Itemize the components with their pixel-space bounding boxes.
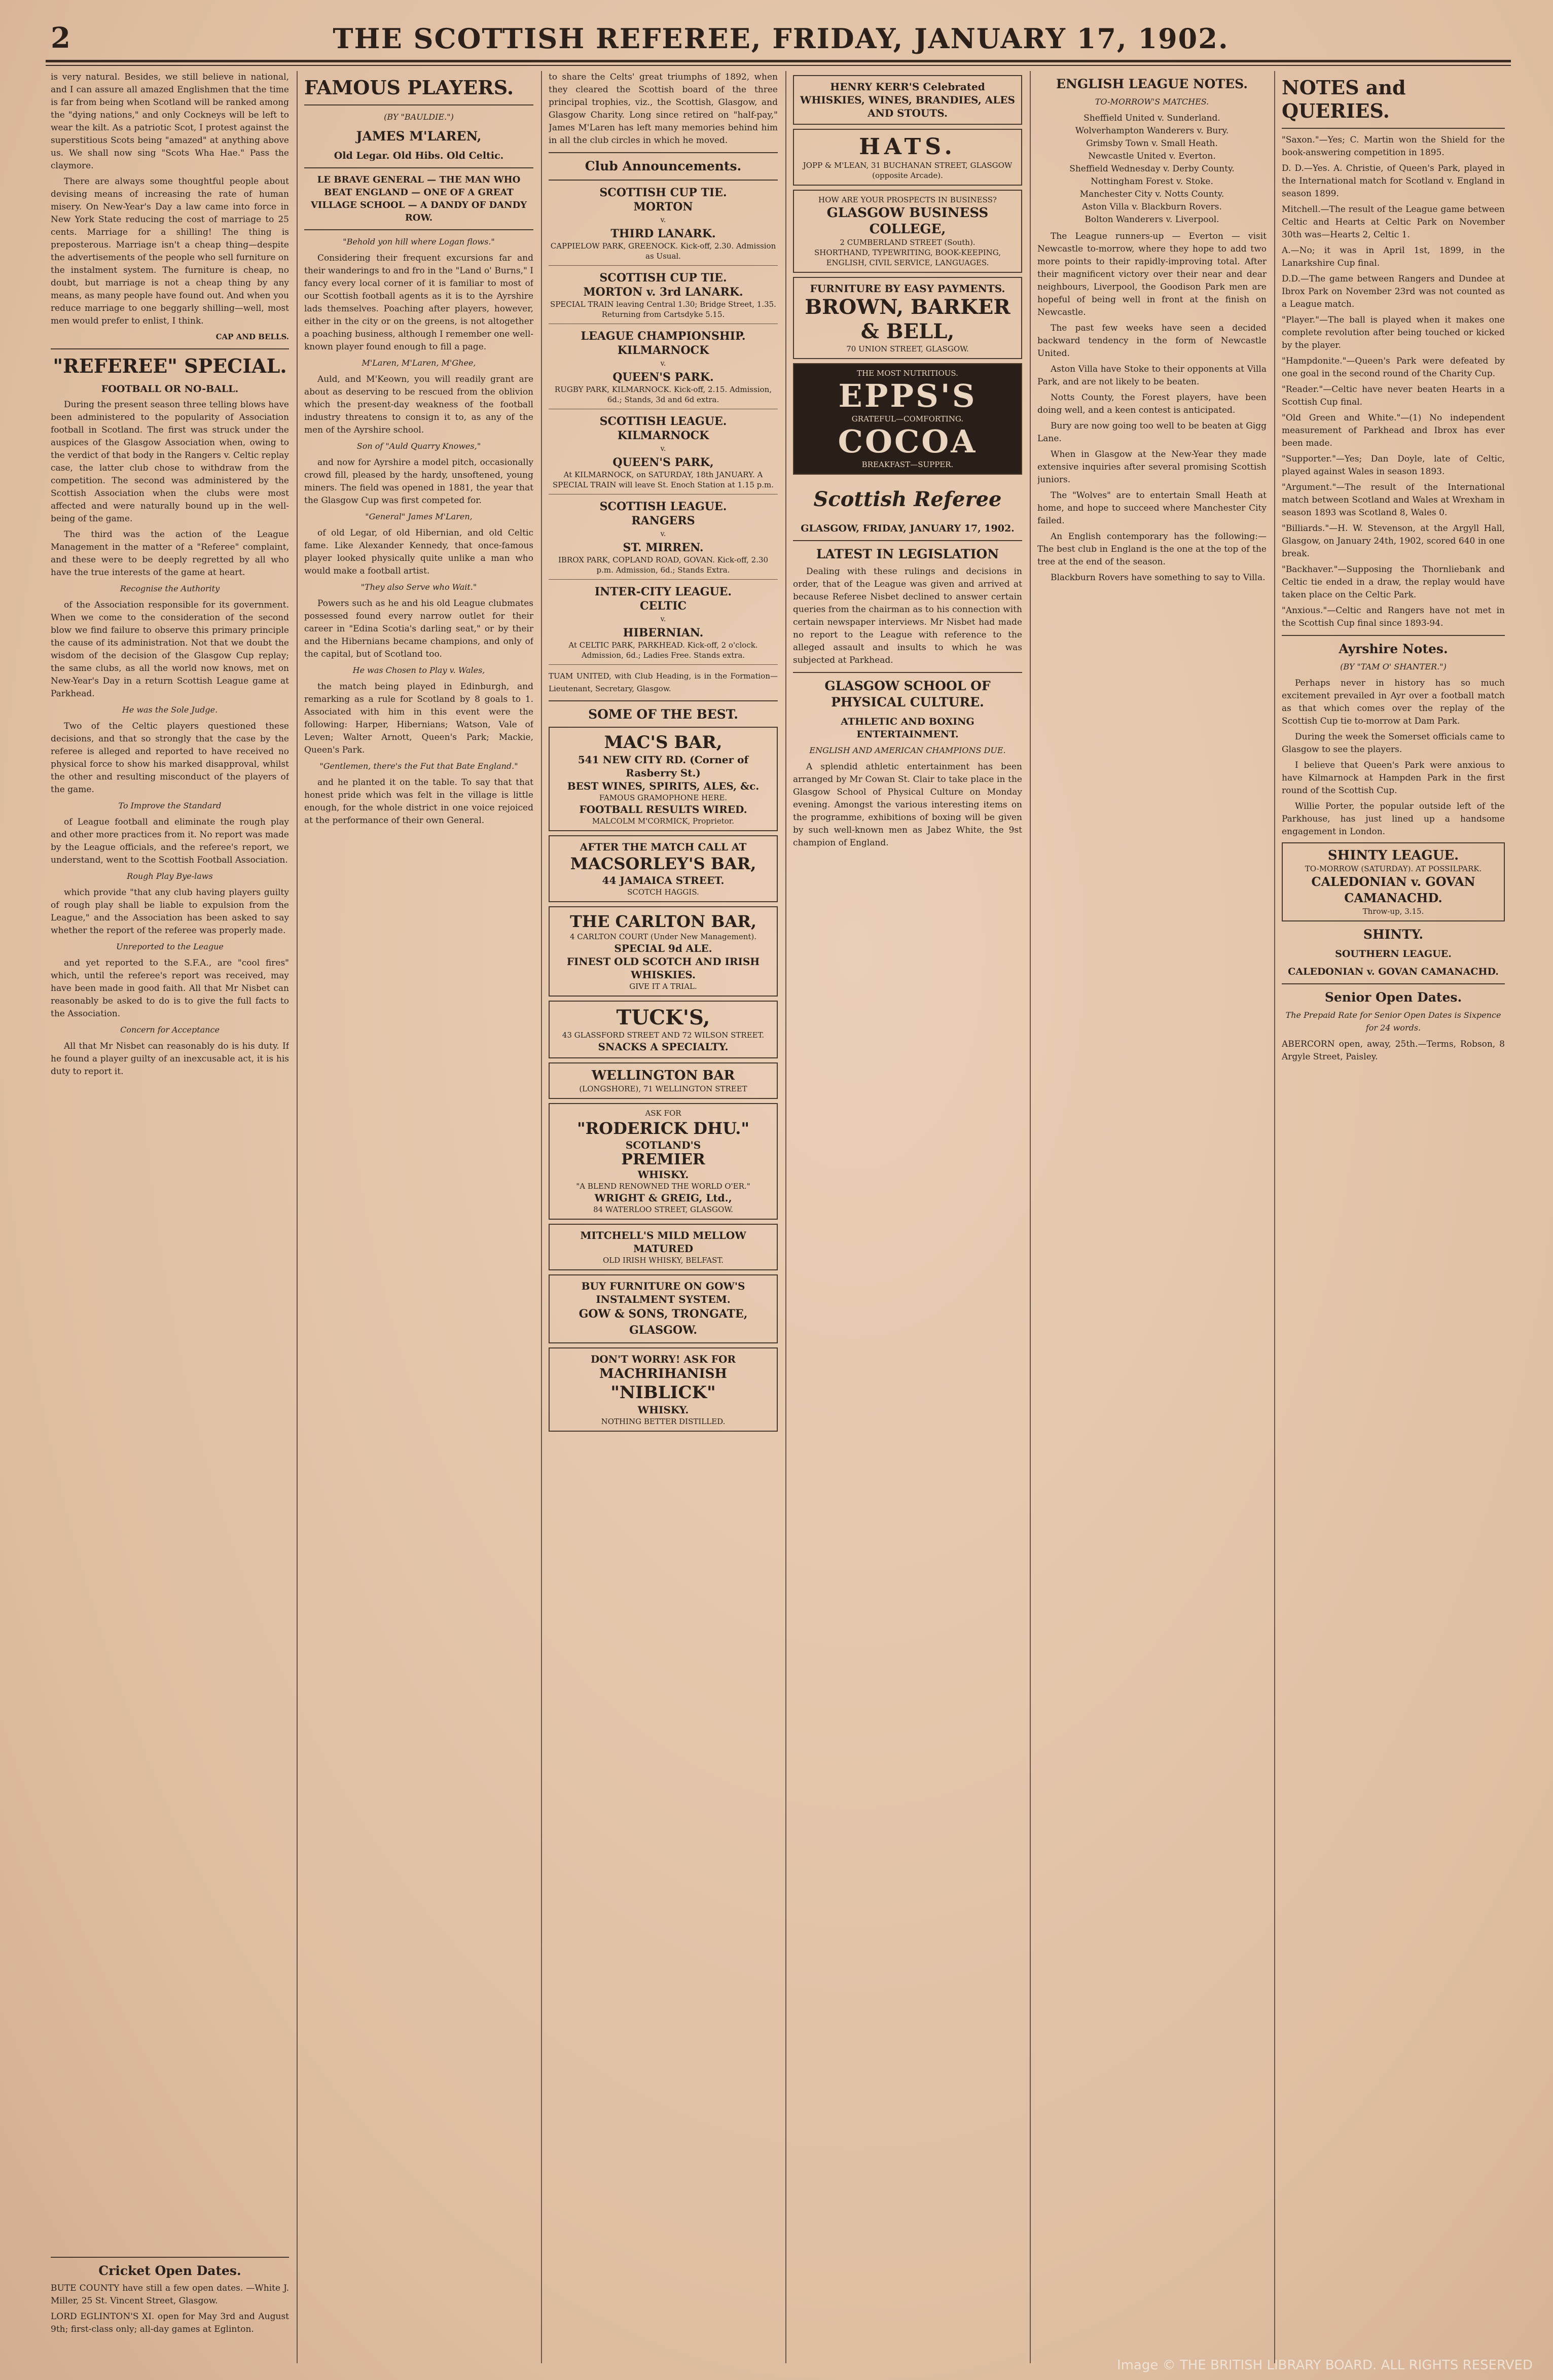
- subheading: "General" James M'Laren,: [365, 512, 473, 521]
- paragraph: Willie Porter, the popular outside left of the Parkhouse, has just lined up a handsome engagement in London.: [1282, 801, 1505, 837]
- divider: [549, 180, 778, 181]
- classified-item: LORD EGLINTON'S XI. open for May 3rd and August 9th; first-class only; all-day games at Eglinton.: [51, 2312, 289, 2334]
- advert-line: MALCOLM M'CORMICK, Proprietor.: [592, 816, 735, 826]
- signoff: CAP AND BELLS.: [215, 332, 289, 341]
- advert-line: SCOTCH HAGGIS.: [627, 887, 699, 897]
- match-announcement: [549, 271, 778, 324]
- subheading: He was the Sole Judge.: [122, 705, 218, 715]
- advert-title: GLASGOW BUSINESS COLLEGE,: [826, 205, 989, 237]
- subheading: Recognise the Authority: [120, 584, 220, 593]
- advert-line: HOW ARE YOUR PROSPECTS IN BUSINESS?: [818, 195, 997, 204]
- paragraph: During the week the Somerset officials came to Glasgow to see the players.: [1282, 732, 1505, 755]
- advert-business-college: [793, 190, 1022, 273]
- advert-line: AFTER THE MATCH CALL AT: [580, 841, 747, 853]
- subheading: "They also Serve who Wait.": [360, 582, 477, 592]
- advert-hats: [793, 129, 1022, 186]
- advert-line: SHORTHAND, TYPEWRITING, BOOK-KEEPING, ENGLISH, CIVIL SERVICE, LANGUAGES.: [814, 248, 1001, 267]
- advert-line: GIVE IT A TRIAL.: [629, 982, 697, 991]
- advert-line: NOTHING BETTER DISTILLED.: [601, 1417, 726, 1426]
- match-title: LEAGUE CHAMPIONSHIP.: [581, 330, 746, 343]
- advert-line: MACHRIHANISH: [599, 1366, 727, 1381]
- column-divider: [541, 71, 542, 2363]
- query-answer: "Billiards."—H. W. Stevenson, at the Argyll Hall, Glasgow, on January 24th, 1902, scored 640 in one break.: [1282, 523, 1505, 559]
- section-title: Club Announcements.: [585, 159, 742, 173]
- masthead-rule-thin: [46, 65, 1511, 66]
- advert-line: WRIGHT & GREIG, Ltd.,: [594, 1192, 732, 1204]
- query-answer: "Player."—The ball is played when it makes one complete revolution after being touched or kicked by the player.: [1282, 315, 1505, 350]
- subheading: M'Laren, M'Laren, M'Ghee,: [362, 358, 476, 368]
- advert-line: "A BLEND RENOWNED THE WORLD O'ER.": [576, 1182, 750, 1191]
- fixture: Nottingham Forest v. Stoke.: [1091, 176, 1213, 187]
- advert-line: TO-MORROW (SATURDAY). AT POSSILPARK.: [1305, 864, 1482, 873]
- match-title: SCOTTISH CUP TIE.: [599, 186, 727, 199]
- match-announcement: SCOTTISH CUP TIE. MORTON v. THIRD LANARK. CAPPIELOW PARK, GREENOCK. Kick-off, 2.30. Admission as Usual.: [549, 186, 778, 266]
- match-details: RUGBY PARK, KILMARNOCK. Kick-off, 2.15. Admission, 6d.; Stands, 3d and 6d extra.: [554, 385, 772, 404]
- advert-gows: [549, 1274, 778, 1343]
- query-answer: "Old Green and White."—(1) No independent measurement of Parkhead and Ibrox has ever been made.: [1282, 413, 1505, 448]
- divider: [51, 348, 289, 349]
- fixture: Sheffield United v. Sunderland.: [1084, 113, 1220, 123]
- advert-line: SPECIAL 9d ALE.: [614, 942, 712, 954]
- advert-title: SHINTY LEAGUE.: [1327, 848, 1459, 863]
- advert-line: BREAKFAST—SUPPER.: [861, 460, 954, 469]
- paragraph: of old Legar, of old Hibernian, and old Celtic fame. Like Alexander Kennedy, that once-famous player looked physically quite unlike a man who would make a football artist.: [304, 528, 533, 576]
- match-details: CAPPIELOW PARK, GREENOCK. Kick-off, 2.30. Admission as Usual.: [550, 241, 776, 261]
- match-details: At CELTIC PARK, PARKHEAD. Kick-off, 2 o'clock. Admission, 6d.; Ladies Free. Stands extra.: [568, 641, 758, 660]
- divider: [793, 540, 1022, 541]
- team-home: RANGERS: [631, 514, 695, 527]
- fixture: Newcastle United v. Everton.: [1088, 151, 1216, 161]
- advert-wellington-bar: [549, 1062, 778, 1099]
- match-details: At KILMARNOCK, on SATURDAY, 18th JANUARY. A SPECIAL TRAIN will leave St. Enoch Station at 1.15 p.m.: [552, 470, 774, 489]
- advert-line: FURNITURE BY EASY PAYMENTS.: [810, 282, 1005, 295]
- subheading: He was Chosen to Play v. Wales,: [352, 665, 485, 675]
- paragraph: and now for Ayrshire a model pitch, occasionally crowd fill, pleased by the hardy, unsoftened, young miners. The field was opened in 1881, the year that the Glasgow Cup was first competed for.: [304, 457, 533, 506]
- match-details: SPECIAL TRAIN leaving Central 1.30; Bridge Street, 1.35. Returning from Cartsdyke 5.15.: [550, 300, 776, 319]
- paragraph: and yet reported to the S.F.A., are "cool fires" which, until the referee's report was received, may have been made in good faith. All that Mr Nisbet can reasonably be asked to do is to give the full facts to the Association.: [51, 958, 289, 1019]
- advert-epps-cocoa: [793, 363, 1022, 475]
- paragraph: and he planted it on the table. To say that that honest pride which was felt in the village is little enough, for the whole district in one voice rejoiced at the performance of their own General.: [304, 777, 533, 826]
- classified-item: BUTE COUNTY have still a few open dates. —White J. Miller, 25 St. Vincent Street, Glasgow.: [51, 2283, 289, 2306]
- query-answer: D.D.—The game between Rangers and Dundee at Ibrox Park on November 23rd was not counted as a League match.: [1282, 274, 1505, 309]
- section-title: Cricket Open Dates.: [98, 2263, 241, 2278]
- paragraph: The past few weeks have seen a decided backward tendency in the form of Newcastle United.: [1037, 323, 1267, 359]
- query-answer: A.—No; it was in April 1st, 1899, in the Lanarkshire Cup final.: [1282, 245, 1505, 268]
- deck: LE BRAVE GENERAL — THE MAN WHO BEAT ENGLAND — ONE OF A GREAT VILLAGE SCHOOL — A DANDY OF DANDY ROW.: [310, 174, 527, 223]
- paragraph: which provide "that any club having players guilty of rough play shall be liable to expulsion from the League," and the Association has been asked to say whether the report of the referee was properly made.: [51, 887, 289, 936]
- paragraph: Blackburn Rovers have something to say to Villa.: [1051, 573, 1266, 583]
- page-number: 2: [51, 21, 70, 55]
- advert-address: JOPP & M'LEAN, 31 BUCHANAN STREET, GLASGOW (opposite Arcade).: [803, 161, 1013, 180]
- advert-address: (LONGSHORE), 71 WELLINGTON STREET: [579, 1084, 747, 1093]
- team-away: ST. MIRREN.: [623, 541, 704, 554]
- advert-mitchells: [549, 1224, 778, 1270]
- column-divider: [297, 71, 298, 2363]
- advert-niblick: [549, 1347, 778, 1432]
- masthead-title: THE SCOTTISH REFEREE, FRIDAY, JANUARY 17, 1902.: [333, 22, 1229, 55]
- paragraph: to share the Celts' great triumphs of 1892, when they cleared the Scottish board of the three principal trophies, viz., the Scottish, Glasgow, and Glasgow Charity. Long since retired on "half-pay," James M'Laren has left many memories behind him in all the club circles in which he moved.: [549, 72, 778, 146]
- advert-line: DON'T WORRY! ASK FOR: [590, 1353, 736, 1365]
- advert-title: HENRY KERR'S Celebrated WHISKIES, WINES, BRANDIES, ALES AND STOUTS.: [800, 81, 1015, 119]
- section-subtitle: SOUTHERN LEAGUE.: [1335, 948, 1452, 960]
- advert-macs-bar: [549, 727, 778, 831]
- match-announcement: SCOTTISH LEAGUE. RANGERS v. ST. MIRREN. IBROX PARK, COPLAND ROAD, GOVAN. Kick-off, 2.30 p.m. Admission, 6d.; Stands Extra.: [549, 500, 778, 580]
- advert-line: THE MOST NUTRITIOUS.: [857, 369, 958, 378]
- section-subtitle: FOOTBALL OR NO-BALL.: [101, 383, 239, 395]
- paper-nameplate: [793, 482, 1022, 517]
- advert-line: GRATEFUL—COMFORTING.: [851, 414, 964, 423]
- advert-address: 2 CUMBERLAND STREET (South).: [840, 238, 976, 247]
- dateline: GLASGOW, FRIDAY, JANUARY 17, 1902.: [801, 523, 1015, 534]
- paragraph: An English contemporary has the following:—The best club in England is the one at the top of the tree at the end of the season.: [1037, 531, 1267, 567]
- advert-line: WHISKY.: [637, 1168, 689, 1181]
- advert-address: 70 UNION STREET, GLASGOW.: [846, 344, 969, 353]
- subject-name: JAMES M'LAREN,: [356, 129, 482, 144]
- query-answer: "Hampdonite."—Queen's Park were defeated by one goal in the second round of the Charity Cup.: [1282, 356, 1505, 379]
- column-4: [793, 71, 1022, 2363]
- team-home: MORTON v. 3rd LANARK.: [583, 286, 743, 299]
- section-title: Ayrshire Notes.: [1339, 642, 1448, 656]
- section-title: Senior Open Dates.: [1324, 990, 1462, 1005]
- advert-line: OLD IRISH WHISKY, BELFAST.: [602, 1256, 724, 1265]
- advert-line: SNACKS A SPECIALTY.: [598, 1041, 729, 1053]
- divider: [1282, 635, 1505, 636]
- advert-title: EPPS'S: [838, 377, 977, 414]
- paragraph: Powers such as he and his old League clubmates possessed found every narrow outlet for their career in "Edina Scotia's darling seat," or by their and the Hibernians became champions, and only of the capital, but of Scotland too.: [304, 598, 533, 659]
- team-home: CELTIC: [639, 599, 687, 613]
- query-answer: "Argument."—The result of the International match between Scotland and Wales at Wrexham in season 1893 was Scotland 8, Wales 0.: [1282, 482, 1505, 518]
- match-title: INTER-CITY LEAGUE.: [594, 585, 732, 598]
- column-1: [51, 71, 289, 2363]
- advert-title: WELLINGTON BAR: [591, 1068, 735, 1083]
- advert-title: BUY FURNITURE ON GOW'S INSTALMENT SYSTEM.: [581, 1280, 745, 1305]
- paragraph: of the Association responsible for its government. When we come to the consideration of the second blow we find failure to observe this primary principle the cause of its administration. Not that we doubt the wisdom of the decision of the Glasgow Cup replay; the same clubs, as all the world now knows, met on New-Year's Day in a return Scottish League game at Parkhead.: [51, 600, 289, 699]
- column-3: [549, 71, 778, 2363]
- masthead: [51, 21, 1511, 57]
- query-answer: "Supporter."—Yes; Dan Doyle, late of Celtic, played against Wales in season 1893.: [1282, 454, 1505, 477]
- advert-line: Throw-up, 3.15.: [1362, 907, 1424, 916]
- query-answer: "Backhaver."—Supposing the Thornliebank and Celtic tie ended in a draw, the replay would have taken place on the Celtic Park.: [1282, 564, 1505, 600]
- paragraph: Dealing with these rulings and decisions in order, that of the League was given and arrived at because Referee Nisbet declined to answer certain queries from the chairman as to his connection with certain newspaper interviews. Mr Nisbet had made no report to the League with reference to the alleged assault and insults to which he was subjected at Parkhead.: [793, 566, 1022, 665]
- advert-line: PREMIER: [621, 1151, 705, 1168]
- match-details: IBROX PARK, COPLAND ROAD, GOVAN. Kick-off, 2.30 p.m. Admission, 6d.; Stands Extra.: [558, 555, 769, 575]
- advert-title: MAC'S BAR,: [604, 732, 723, 753]
- team-home: KILMARNOCK: [617, 429, 709, 442]
- advert-roderick-dhu: [549, 1103, 778, 1220]
- copyright-credit: Image © THE BRITISH LIBRARY BOARD. ALL RIGHTS RESERVED: [1116, 2358, 1533, 2373]
- fixture: Manchester City v. Notts County.: [1079, 189, 1224, 199]
- divider: [51, 2257, 289, 2258]
- advert-carlton-bar: [549, 906, 778, 997]
- divider: [1282, 128, 1505, 129]
- advert-tucks: [549, 1001, 778, 1058]
- paragraph: Two of the Celtic players questioned these decisions, and that so strongly that the case by the referee is alleged and reported to have received no physical force to show his marked disapproval, whilst the other and resulting misconduct of the players of the game.: [51, 721, 289, 795]
- advert-title: MACSORLEY'S BAR,: [570, 854, 756, 873]
- fixture: CALEDONIAN v. GOVAN CAMANACHD.: [1288, 966, 1499, 977]
- divider: [304, 167, 533, 168]
- fixture: Aston Villa v. Blackburn Rovers.: [1082, 202, 1222, 212]
- section-title: FAMOUS PLAYERS.: [304, 76, 514, 99]
- subheading: "Gentlemen, there's the Fut that Bate England.": [319, 761, 518, 771]
- section-title: GLASGOW SCHOOL OF PHYSICAL CULTURE.: [824, 679, 991, 709]
- team-away: QUEEN'S PARK.: [612, 371, 714, 384]
- column-6: [1282, 71, 1505, 2363]
- subheading: Rough Play Bye-laws: [127, 871, 213, 881]
- advert-title: THE CARLTON BAR,: [569, 912, 757, 931]
- advert-line: SCOTLAND'S: [625, 1139, 701, 1151]
- advert-address: 84 WATERLOO STREET, GLASGOW.: [593, 1205, 733, 1214]
- advert-henry-kerr: [793, 75, 1022, 125]
- subheading: ENGLISH AND AMERICAN CHAMPIONS DUE.: [809, 745, 1006, 755]
- query-answer: "Reader."—Celtic have never beaten Hearts in a Scottish Cup final.: [1282, 384, 1505, 407]
- paragraph: the match being played in Edinburgh, and remarking as a rule for Scotland by 8 goals to 1. Associated with him in this event were the following: Harper, Hibernians; Watson, Vale of Leven; Walter Arnott, Queen's Park; Mackie, Queen's Park.: [304, 682, 533, 755]
- advert-title: TUCK'S,: [616, 1006, 710, 1029]
- paragraph: Bury are now going too well to be beaten at Gigg Lane.: [1037, 421, 1267, 444]
- fixture: Bolton Wanderers v. Liverpool.: [1085, 215, 1219, 225]
- paragraph: When in Glasgow at the New-Year they made extensive inquiries after several promising Scottish juniors.: [1037, 449, 1267, 485]
- paragraph: I believe that Queen's Park were anxious to have Kilmarnock at Hampden Park in the first round of the Scottish Cup.: [1282, 760, 1505, 796]
- column-divider: [785, 71, 786, 2363]
- advert-shinty-league: [1282, 842, 1505, 921]
- subheading: To Improve the Standard: [118, 801, 222, 810]
- paragraph: The League runners-up — Everton — visit Newcastle to-morrow, where they hope to add two more points to their rapidly-improving total. After their magnificent victory over their near and dear neighbours, Liverpool, the Goodison Park men are hopeful of being well in front at the finish on Newcastle.: [1037, 231, 1267, 317]
- fixture: Sheffield Wednesday v. Derby County.: [1069, 164, 1235, 174]
- section-subtitle: ATHLETIC AND BOXING ENTERTAINMENT.: [841, 716, 974, 740]
- advert-line: WHISKY.: [637, 1404, 689, 1416]
- section-title: SOME OF THE BEST.: [588, 707, 738, 722]
- section-title: ENGLISH LEAGUE NOTES.: [1056, 77, 1248, 91]
- section-title: NOTES and QUERIES.: [1282, 76, 1406, 122]
- paragraph: Notts County, the Forest players, have been doing well, and a keen contest is anticipated.: [1037, 393, 1267, 415]
- advert-line: FAMOUS GRAMOPHONE HERE.: [599, 793, 728, 802]
- subject-subtitle: Old Legar. Old Hibs. Old Celtic.: [334, 150, 504, 161]
- section-title: "REFEREE" SPECIAL.: [53, 354, 287, 377]
- advert-line: ASK FOR: [645, 1109, 681, 1118]
- section-title: LATEST IN LEGISLATION: [816, 547, 999, 561]
- query-answer: D. D.—Yes. A. Christie, of Queen's Park, played in the International match for Scotland v. England in season 1899.: [1282, 163, 1505, 199]
- match-announcement: INTER-CITY LEAGUE. CELTIC v. HIBERNIAN. At CELTIC PARK, PARKHEAD. Kick-off, 2 o'clock. Admission, 6d.; Ladies Free. Stands extra.: [549, 585, 778, 665]
- paragraph: is very natural. Besides, we still believe in national, and I can assure all amazed Englishmen that the time is far from being when Scotland will be ranked among the "dying nations," and only Cockneys will be left to wear the kilt. As a patriotic Scot, I protest against the superstitious Scots being "amazed" at anything above us. We shall now sing "Scots Wha Hae." Pass the claymore.: [51, 72, 289, 171]
- paragraph: All that Mr Nisbet can reasonably do is his duty. If he found a player guilty of an inexcusable act, it is his duty to report it.: [51, 1041, 289, 1077]
- column-divider: [1274, 71, 1275, 2363]
- paragraph: There are always some thoughtful people about devising means of increasing the rate of human misery. On New-Year's Day a law came into force in New York State reducing the cost of marriage to 25 cents. Marriage for a shilling! The thing is preposterous. Marriage isn't a cheap thing—despite the advertisements of the people who sell furniture on the instalment system. The furniture is cheap, no doubt, but marriage is not a cheap thing by any means, as many people have found out. And when you reduce marriage to one beggarly shilling—well, most men would prefer to enlist, I think.: [51, 176, 289, 326]
- byline: (BY "BAULDIE."): [384, 112, 454, 122]
- team-home: KILMARNOCK: [617, 344, 709, 357]
- paragraph: Auld, and M'Keown, you will readily grant are about as deserving to be rescued from the oblivion which the present-day weakness of the football industry threatens to consign it to, as any of the men of the Ayrshire school.: [304, 374, 533, 435]
- advert-line: FOOTBALL RESULTS WIRED.: [579, 803, 747, 815]
- divider: [549, 152, 778, 153]
- divider: [549, 700, 778, 701]
- match-title: SCOTTISH LEAGUE.: [599, 500, 727, 513]
- paragraph: Considering their frequent excursions far and their wanderings to and fro in the "Land o' Burns," I fancy every local corner of it is familiar to most of our Scottish football agents as it is to the Ayrshire lads themselves. Poaching after players, however, either in the city or on the greens, is not altogether a poaching business, although I remember one well-known player found enough to fill a page.: [304, 253, 533, 352]
- match-announcement: SCOTTISH LEAGUE. KILMARNOCK v. QUEEN'S PARK, At KILMARNOCK, on SATURDAY, 18th JANUARY. A SPECIAL TRAIN will leave St. Enoch Station at 1.15 p.m.: [549, 414, 778, 494]
- section-title: SHINTY.: [1363, 927, 1424, 942]
- fixture: Wolverhampton Wanderers v. Bury.: [1075, 126, 1229, 136]
- masthead-rule: [46, 60, 1511, 62]
- classified-item: TUAM UNITED, with Club Heading, is in the Formation—Lieutenant, Secretary, Glasgow.: [549, 671, 778, 693]
- nameplate-logo: Scottish Referee: [813, 487, 1002, 511]
- query-answer: "Anxious."—Celtic and Rangers have not met in the Scottish Cup final since 1893-94.: [1282, 606, 1505, 628]
- column-2: [304, 71, 533, 2363]
- quote: "Behold yon hill where Logan flows.": [343, 237, 495, 246]
- advert-line: FINEST OLD SCOTCH AND IRISH WHISKIES.: [566, 955, 760, 981]
- advert-title: BROWN, BARKER & BELL,: [805, 295, 1010, 343]
- match-announcement: LEAGUE CHAMPIONSHIP. KILMARNOCK v. QUEEN'S PARK. RUGBY PARK, KILMARNOCK. Kick-off, 2.15. Admission, 6d.; Stands, 3d and 6d extra.: [549, 329, 778, 409]
- paragraph: During the present season three telling blows have been administered to the popularity of Association football in Scotland. The first was struck under the auspices of the Glasgow Association when, owing to the verdict of that body in the Rangers v. Celtic replay case, the latter club chose to withdraw from the competition. The second was administered by the Scottish Association when the clubs were most affected and were naturally bound up in the well-being of the game.: [51, 400, 289, 524]
- divider: [793, 672, 1022, 673]
- divider: [304, 104, 533, 105]
- advert-title: "NIBLICK": [610, 1382, 716, 1403]
- column-5: [1037, 71, 1267, 2363]
- subheading: Son of "Auld Quarry Knowes,": [356, 441, 481, 451]
- fixture: Grimsby Town v. Small Heath.: [1086, 138, 1218, 149]
- paragraph: Aston Villa have Stoke to their opponents at Villa Park, and are not likely to be beaten.: [1037, 364, 1267, 387]
- match-title: SCOTTISH LEAGUE.: [599, 415, 727, 428]
- team-away: HIBERNIAN.: [623, 626, 704, 640]
- cricket-open-dates: [51, 2252, 289, 2363]
- subheading: Unreported to the League: [116, 942, 224, 951]
- advert-title: "RODERICK DHU.": [576, 1119, 750, 1138]
- subheading: The Prepaid Rate for Senior Open Dates is Sixpence for 24 words.: [1285, 1010, 1501, 1033]
- advert-address: 4 CARLTON COURT (Under New Management).: [569, 932, 757, 941]
- paragraph: of League football and eliminate the rough play and other more practices from it. No report was made by the League officials, and the referee's report, we understand, went to the Scottish Football Association.: [51, 817, 289, 865]
- subheading: Concern for Acceptance: [120, 1025, 220, 1035]
- team-away: THIRD LANARK.: [610, 227, 716, 240]
- subheading: TO-MORROW'S MATCHES.: [1095, 97, 1209, 106]
- advert-address: 44 JAMAICA STREET.: [602, 874, 725, 886]
- paragraph: Perhaps never in history has so much excitement prevailed in Ayr over a football match as that which comes over the replay of the Scottish Cup tie to-morrow at Dam Park.: [1282, 678, 1505, 726]
- advert-address: 43 GLASSFORD STREET AND 72 WILSON STREET.: [562, 1031, 765, 1040]
- query-answer: "Saxon."—Yes; C. Martin won the Shield for the book-answering competition in 1895.: [1282, 135, 1505, 158]
- advert-line: GOW & SONS, TRONGATE, GLASGOW.: [579, 1307, 748, 1337]
- advert-brown-barker-bell: [793, 277, 1022, 359]
- divider: [304, 229, 533, 230]
- column-divider: [1030, 71, 1031, 2363]
- advert-line: CALEDONIAN v. GOVAN CAMANACHD.: [1311, 874, 1475, 905]
- advert-title: HATS.: [859, 134, 956, 160]
- classified-item: ABERCORN open, away, 25th.—Terms, Robson, 8 Argyle Street, Paisley.: [1282, 1039, 1505, 1062]
- divider: [1282, 983, 1505, 984]
- advert-line: BEST WINES, SPIRITS, ALES, &c.: [567, 780, 760, 792]
- advert-address: 541 NEW CITY RD. (Corner of Rasberry St.): [577, 754, 749, 779]
- team-away: QUEEN'S PARK,: [612, 456, 714, 469]
- paragraph: A splendid athletic entertainment has been arranged by Mr Cowan St. Clair to take place in the Glasgow School of Physical Culture on Monday evening. Amongst the various interesting items on the programme, exhibitions of boxing will be given by such well-known men as Jabez White, the 9st champion of England.: [793, 762, 1022, 848]
- advert-macsorleys-bar: [549, 835, 778, 902]
- match-title: SCOTTISH CUP TIE.: [599, 271, 727, 285]
- byline: (BY "TAM O' SHANTER."): [1340, 662, 1447, 671]
- query-answer: Mitchell.—The result of the League game between Celtic and Hearts at Celtic Park on November 30th was—Hearts 2, Celtic 1.: [1282, 204, 1505, 240]
- advert-title: MITCHELL'S MILD MELLOW MATURED: [580, 1229, 746, 1255]
- advert-title: COCOA: [838, 423, 978, 460]
- paragraph: The "Wolves" are to entertain Small Heath at home, and hope to succeed where Manchester City failed.: [1037, 490, 1267, 526]
- team-home: MORTON: [633, 200, 693, 214]
- paragraph: The third was the action of the League Management in the matter of a "Referee" complaint, and these were to be deeply regretted by all who have the true interests of the game at heart.: [51, 529, 289, 578]
